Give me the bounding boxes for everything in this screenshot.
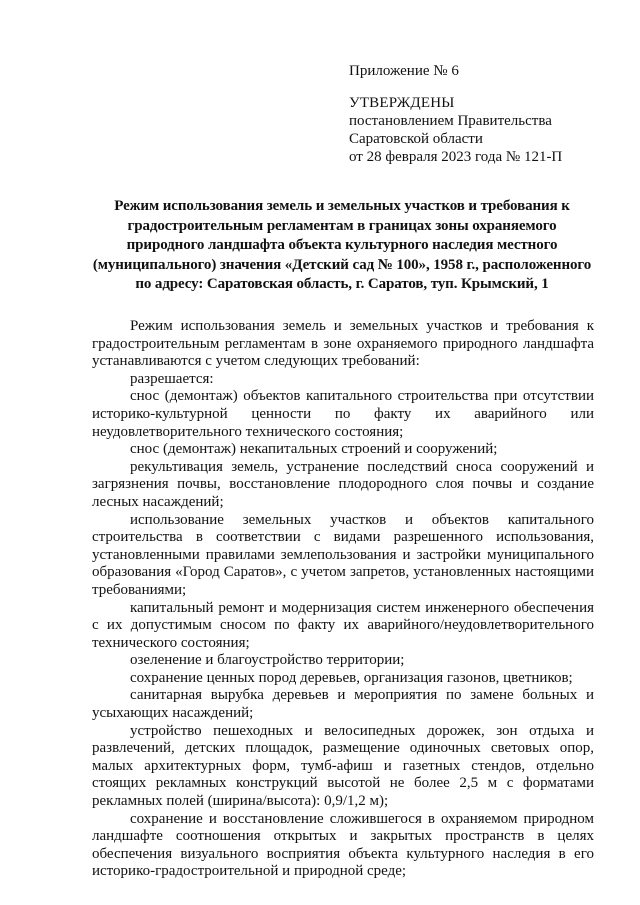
paragraph-item: сохранение ценных пород деревьев, организация газонов, цветников; [130,669,573,686]
paragraph-item: устройство пешеходных и велосипедных дорожек, зон отдыха и развлечений, детских площадок, размещение одиночных световых опор, малых архитектурных форм, тумб-афиш и газетных стендов, отдельно стоящих рекламных конструкций высотой не более 2,5 м с форматами рекламных полей (ширина/высота): 0,9/1,2 м); [92,722,594,810]
approval-line-region: Саратовской области [349,131,483,147]
paragraph-item: озеленение и благоустройство территории; [130,652,405,669]
approved-heading: УТВЕРЖДЕНЫ [349,95,455,111]
paragraph-item: сохранение и восстановление сложившегося в охраняемом природном ландшафте соотношения открытых и закрытых пространств в целях обеспечения визуального восприятия объекта культурного наследия в его историко-градостроительной и природной среде; [92,810,594,880]
paragraph-item: снос (демонтаж) объектов капитального строительства при отсутствии историко-культурной ценности по факту их аварийного или неудовлетворительного технического состояния; [92,388,594,440]
paragraph-item: капитальный ремонт и модернизация систем инженерного обеспечения с их допустимым сносом по факту их аварийного/неудовлетворительного технического состояния; [92,599,594,651]
paragraph-item: использование земельных участков и объектов капитального строительства в соответствии с видами разрешенного использования, установленными правилами землепользования и застройки муниципального образования «Город Саратов», с учетом запретов, установленных настоящими требованиями; [92,511,594,598]
approval-line-date: от 28 февраля 2023 года № 121-П [349,149,563,165]
appendix-number: Приложение № 6 [349,63,459,79]
document-body [92,318,594,881]
approval-line-authority: постановлением Правительства [349,113,552,129]
document-title: Режим использования земель и земельных участков и требования к градостроительным регламентам в границах зоны охраняемого природного ландшафта объекта культурного наследия местного (муниципального) значения «Детский сад № 100», 1958 г., расположенного по адресу: Саратовская область, г. Саратов, туп. Крымский, 1 [92,198,592,292]
paragraph-intro: Режим использования земель и земельных участков и требования к градостроительным регламентам в зоне охраняемого природного ландшафта устанавливаются с учетом следующих требований: [92,318,594,370]
approval-block [349,62,609,166]
paragraph-permitted-heading: разрешается: [130,370,214,387]
paragraph-item: рекультивация земель, устранение последствий сноса сооружений и загрязнения почвы, восстановление плодородного слоя почвы и создание лесных насаждений; [92,458,594,510]
paragraph-item: снос (демонтаж) некапитальных строений и сооружений; [130,441,498,458]
paragraph-item: санитарная вырубка деревьев и мероприятия по замене больных и усыхающих насаждений; [92,687,594,722]
